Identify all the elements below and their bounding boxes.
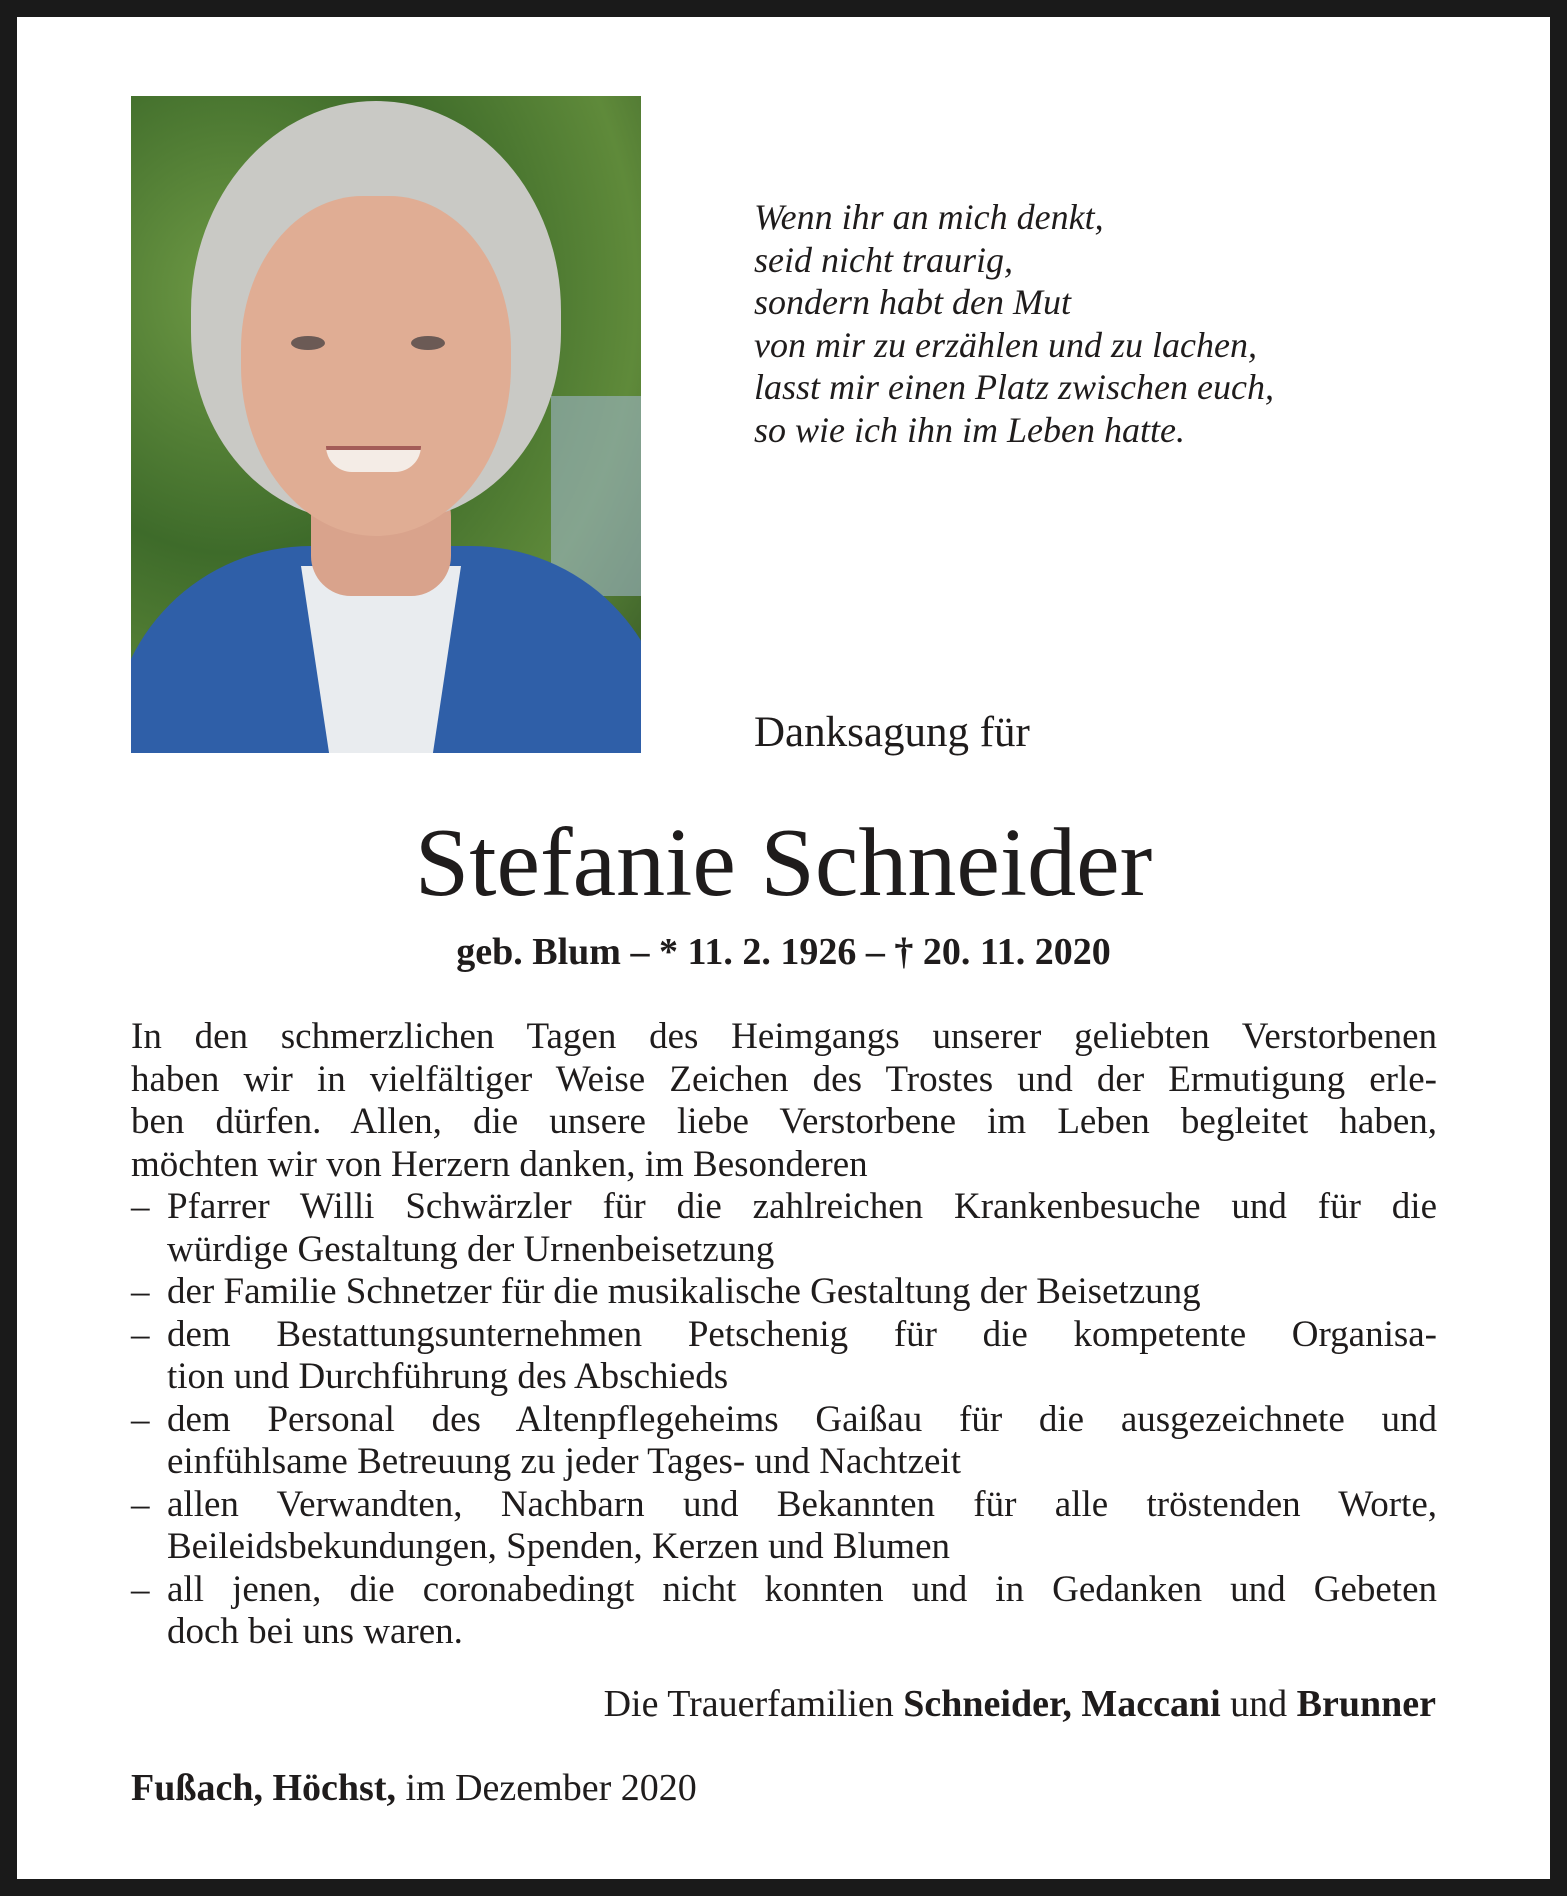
text-line: würdige Gestaltung der Urnenbeisetzung <box>167 1228 775 1270</box>
birth-death-dates: geb. Blum – * 11. 2. 1926 – † 20. 11. 2020 <box>456 931 1111 973</box>
poem-line: sondern habt den Mut <box>754 282 1071 322</box>
text-line: dem Bestattungsunternehmen Petschenig für die kompetente Organisa- <box>167 1313 1437 1355</box>
list-item <box>131 1399 1437 1484</box>
thanks-text <box>131 1016 1437 1654</box>
poem <box>754 196 1274 451</box>
poem-line: so wie ich ihn im Leben hatte. <box>754 409 1185 450</box>
text-line: dem Personal des Altenpflegeheims Gaißau für die ausgezeichnete und <box>167 1398 1437 1440</box>
dash-bullet: – <box>131 1313 150 1355</box>
poem-line: seid nicht traurig, <box>754 239 1013 280</box>
signature-families: Schneider, Maccani <box>903 1683 1221 1725</box>
text-line: haben wir in vielfältiger Weise Zeichen des Trostes und der Ermutigung erle- <box>131 1058 1437 1100</box>
text-line: einfühlsame Betreuung zu jeder Tages- und Nachtzeit <box>167 1441 961 1482</box>
list-item <box>131 1186 1437 1271</box>
list-item <box>131 1271 1437 1314</box>
list-item <box>131 1314 1437 1399</box>
place-date-text: im Dezember 2020 <box>405 1767 697 1809</box>
text-line: doch bei uns waren. <box>167 1611 463 1652</box>
signature <box>604 1682 1436 1726</box>
place-towns: Fußach, Höchst, <box>131 1767 396 1809</box>
poem-line: Wenn ihr an mich denkt, <box>754 197 1104 237</box>
dash-bullet: – <box>131 1271 150 1312</box>
place-date <box>131 1766 697 1810</box>
text-line: In den schmerzlichen Tagen des Heimgangs unserer geliebten Verstorbenen <box>131 1016 1437 1057</box>
poem-line: lasst mir einen Platz zwischen euch, <box>754 367 1274 407</box>
text-line: Pfarrer Willi Schwärzler für die zahlreichen Krankenbesuche und für die <box>167 1186 1437 1227</box>
text-line: allen Verwandten, Nachbarn und Bekannten für alle tröstenden Worte, <box>167 1483 1437 1525</box>
text-line: der Familie Schnetzer für die musikalische Gestaltung der Beisetzung <box>167 1271 1201 1312</box>
text-line: all jenen, die coronabedingt nicht konnten und in Gedanken und Gebeten <box>167 1568 1437 1610</box>
list-item <box>131 1484 1437 1569</box>
signature-last-family: Brunner <box>1296 1683 1436 1725</box>
heading: Danksagung für <box>754 709 1030 756</box>
text-line: möchten wir von Herzern danken, im Besonderen <box>131 1143 868 1185</box>
poem-line: von mir zu erzählen und zu lachen, <box>754 324 1257 365</box>
text-line: Beileidsbekundungen, Spenden, Kerzen und Blumen <box>167 1526 950 1567</box>
text-line: tion und Durchführung des Abschieds <box>167 1356 729 1397</box>
portrait-photo <box>131 96 641 753</box>
list-item <box>131 1569 1437 1654</box>
dash-bullet: – <box>131 1483 150 1525</box>
dash-bullet: – <box>131 1568 150 1610</box>
dash-bullet: – <box>131 1186 150 1227</box>
deceased-name: Stefanie Schneider <box>414 809 1153 917</box>
text-line: ben dürfen. Allen, die unsere liebe Verstorbene im Leben begleitet haben, <box>131 1101 1437 1142</box>
signature-and: und <box>1230 1683 1288 1725</box>
signature-prefix: Die Trauerfamilien <box>603 1683 894 1725</box>
thanks-list <box>131 1186 1437 1654</box>
dash-bullet: – <box>131 1398 150 1440</box>
